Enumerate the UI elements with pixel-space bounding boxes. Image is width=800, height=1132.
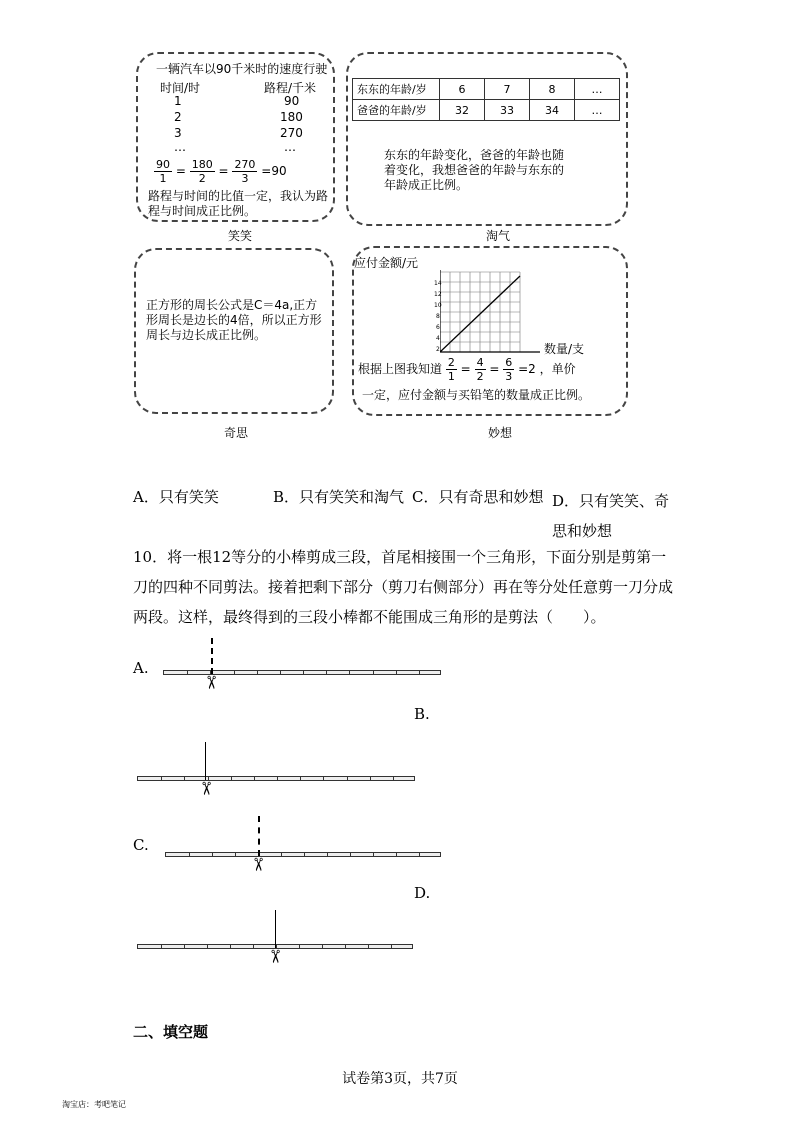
stick-tick [281, 852, 282, 857]
panel-text: 东东的年龄变化，爸爸的年龄也随着变化，我想爸爸的年龄与东东的年龄成正比例。 [384, 148, 565, 192]
stick-tick [322, 944, 323, 949]
cut-line-d [275, 910, 276, 948]
stick-tick [370, 776, 371, 781]
stick-tick [396, 852, 397, 857]
stick-tick [187, 670, 188, 675]
stick-tick [368, 944, 369, 949]
stick-tick [373, 852, 374, 857]
y-tick: 10 [434, 302, 442, 309]
stick-tick [184, 944, 185, 949]
caption-xiaoxiao: 笑笑 [228, 229, 253, 243]
time-2: 2 [174, 110, 182, 124]
scissors-icon: ✂ [264, 948, 286, 965]
dist-3: 270 [280, 126, 303, 140]
scissors-icon: ✂ [247, 856, 269, 873]
stick-tick [304, 852, 305, 857]
stick-tick [280, 670, 281, 675]
option-d[interactable]: D．只有笑笑、奇思和妙想 [552, 492, 670, 540]
caption-miaoxiang: 妙想 [488, 426, 513, 440]
chart-x-label: 数量/支 [544, 342, 585, 356]
chart-y-label: 应付金额/元 [354, 256, 419, 270]
watermark: 淘宝店：考吧笔记 [62, 1100, 126, 1109]
time-3: 3 [174, 126, 182, 140]
stick-tick [300, 776, 301, 781]
panel-taoqi [346, 52, 628, 226]
stick-tick [231, 776, 232, 781]
col-distance-header: 路程/千米 [264, 81, 317, 95]
stick-tick [349, 670, 350, 675]
table-row: 东东的年龄/岁 6 7 8 … [353, 79, 620, 100]
caption-qisi: 奇思 [224, 426, 249, 440]
stick-tick [161, 944, 162, 949]
stick-tick [327, 852, 328, 857]
stick-tick [277, 776, 278, 781]
time-4: … [174, 140, 186, 154]
stick-tick [257, 670, 258, 675]
stick-c [165, 852, 441, 857]
section-heading: 二、填空题 [133, 1023, 209, 1041]
stick-tick [350, 852, 351, 857]
price-chart [440, 268, 550, 358]
table-row: 爸爸的年龄/岁 32 33 34 … [353, 100, 620, 121]
panel-text: 一定，应付金额与买铅笔的数量成正比例。 [362, 388, 591, 402]
stick-tick [323, 776, 324, 781]
stick-tick [235, 852, 236, 857]
stick-b [137, 776, 415, 781]
stick-tick [299, 944, 300, 949]
cut-line-a [211, 638, 213, 674]
col-time-header: 时间/时 [160, 81, 201, 95]
stick-tick [373, 670, 374, 675]
scissors-icon: ✂ [195, 780, 217, 797]
stick-tick [230, 944, 231, 949]
dist-1: 90 [284, 94, 300, 108]
panel-qisi [134, 248, 334, 414]
stick-tick [254, 776, 255, 781]
stick-tick [345, 944, 346, 949]
panel-miaoxiang [352, 246, 628, 416]
cut-line-c [258, 816, 260, 856]
y-tick: 4 [436, 335, 440, 342]
page-footer: 试卷第3页，共7页 [342, 1071, 458, 1087]
panel-text: 路程与时间的比值一定，我认为路程与时间成正比例。 [148, 189, 329, 218]
stick-tick [189, 852, 190, 857]
stick-tick [161, 776, 162, 781]
y-tick: 6 [436, 324, 440, 331]
stick-tick [234, 670, 235, 675]
option-b[interactable]: B．只有笑笑和淘气 [273, 488, 405, 506]
stick-tick [347, 776, 348, 781]
stick-tick [326, 670, 327, 675]
caption-taoqi: 淘气 [486, 229, 511, 243]
option-c[interactable]: C．只有奇思和妙想 [412, 488, 544, 506]
dist-4: … [284, 140, 296, 154]
y-tick: 14 [434, 280, 442, 287]
option-a[interactable]: A．只有笑笑 [133, 488, 219, 506]
stick-tick [212, 852, 213, 857]
y-tick: 12 [434, 291, 442, 298]
stick-tick [419, 670, 420, 675]
stick-tick [393, 776, 394, 781]
time-1: 1 [174, 94, 182, 108]
stick-tick [419, 852, 420, 857]
stick-tick [303, 670, 304, 675]
cut-label-a[interactable]: A. [133, 659, 149, 677]
panel-title: 一辆汽车以90千米时的速度行驶 [156, 62, 328, 76]
y-tick: 8 [436, 313, 440, 320]
panel-text: 正方形的周长公式是C＝4a,正方形周长是边长的4倍，所以正方形周长与边长成正比例。 [146, 298, 322, 342]
stick-tick [253, 944, 254, 949]
stick-tick [396, 670, 397, 675]
ratio-equation: 根据上图我知道 $\frac{2}{1}$ = $\frac{4}{2}$ = $\frac{6}{3}$ =2 ，单价 [358, 356, 576, 383]
stick-tick [184, 776, 185, 781]
stick-tick [207, 944, 208, 949]
panel-xiaoxiao [136, 52, 335, 222]
scissors-icon: ✂ [200, 674, 222, 691]
question-10: 10．将一根12等分的小棒剪成三段，首尾相接围一个三角形，下面分别是剪第一刀的四种不同剪法。接着把剩下部分（剪刀右侧部分）再在等分处任意剪一刀分成两段。这样，最终得到的三段小棒都不能围成三角形的是剪法（ ）。 [133, 548, 674, 626]
y-tick: 2 [436, 346, 440, 353]
cut-label-b[interactable]: B. [414, 705, 430, 723]
cut-line-b [205, 742, 206, 780]
cut-label-c[interactable]: C. [133, 836, 149, 854]
stick-tick [391, 944, 392, 949]
cut-label-d[interactable]: D. [414, 884, 431, 902]
age-table [352, 78, 620, 121]
ratio-equation: $\frac{90}{1}$ = $\frac{180}{2}$ = $\frac{270}{3}$ =90 [156, 158, 287, 185]
dist-2: 180 [280, 110, 303, 124]
